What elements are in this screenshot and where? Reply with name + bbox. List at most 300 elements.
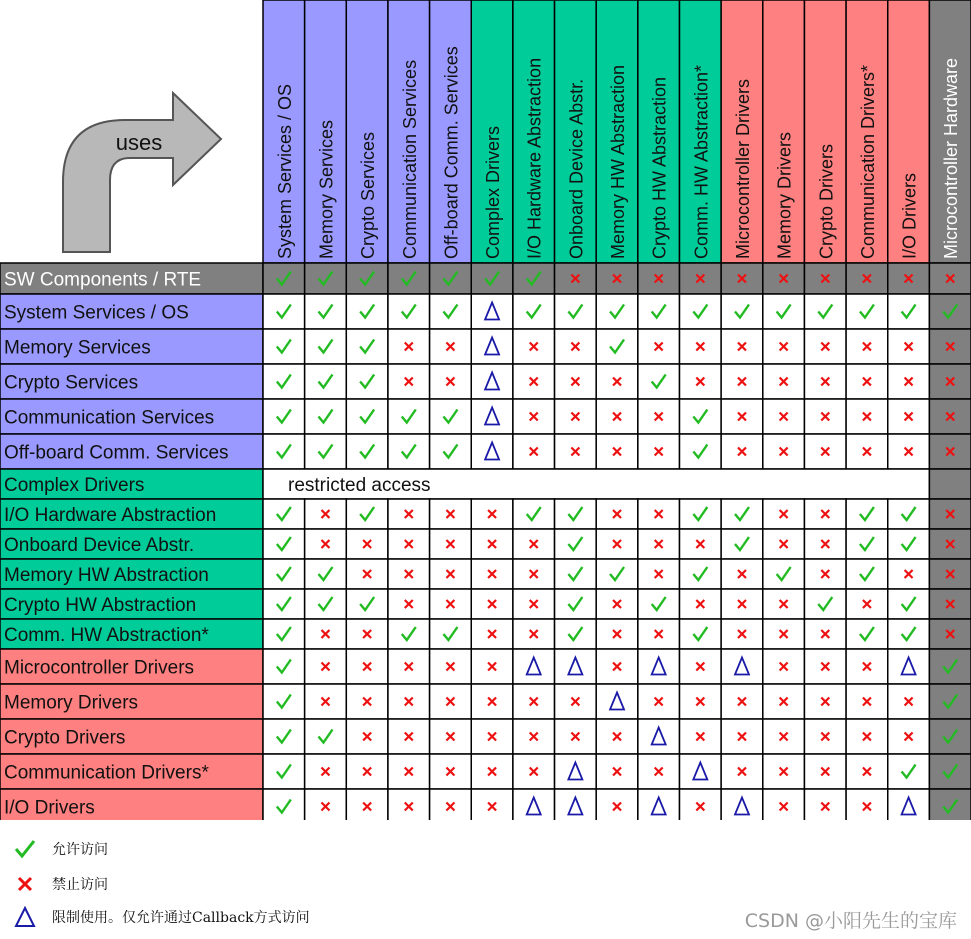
- matrix-cell: [513, 499, 555, 529]
- matrix-cell: [721, 649, 763, 684]
- matrix-cell: [513, 364, 555, 399]
- matrix-cell: [263, 399, 305, 434]
- matrix-cell: [471, 329, 513, 364]
- matrix-cell: [346, 559, 388, 589]
- row-header: [0, 294, 263, 329]
- matrix-cell: [888, 789, 930, 820]
- matrix-cell: [680, 649, 722, 684]
- matrix-cell: [763, 329, 805, 364]
- matrix-cell: [388, 589, 430, 619]
- matrix-cell-bg: [555, 529, 597, 559]
- matrix-cell: [804, 649, 846, 684]
- matrix-cell-bg: [305, 789, 347, 820]
- matrix-cell-bg: [263, 294, 305, 329]
- matrix-cell-bg: [263, 719, 305, 754]
- matrix-cell: [263, 719, 305, 754]
- matrix-cell-bg: [263, 529, 305, 559]
- matrix-cell: [430, 434, 472, 469]
- matrix-cell: [846, 434, 888, 469]
- matrix-cell: [555, 434, 597, 469]
- matrix-cell: [721, 529, 763, 559]
- restricted-row: [263, 469, 971, 499]
- matrix-cell-bg: [596, 329, 638, 364]
- matrix-cell: [430, 649, 472, 684]
- uses-arrow-icon: [63, 93, 221, 252]
- matrix-cell: [763, 719, 805, 754]
- matrix-cell: [430, 399, 472, 434]
- matrix-cell-bg: [555, 559, 597, 589]
- matrix-cell-bg: [388, 399, 430, 434]
- matrix-cell: [763, 499, 805, 529]
- matrix-cell: [846, 589, 888, 619]
- matrix-cell: [346, 364, 388, 399]
- matrix-cell-bg: [596, 684, 638, 719]
- matrix-cell: [305, 434, 347, 469]
- matrix-cell: [721, 364, 763, 399]
- matrix-cell: [305, 649, 347, 684]
- matrix-cell: [888, 499, 930, 529]
- matrix-cell: [346, 434, 388, 469]
- matrix-cell: [388, 559, 430, 589]
- matrix-cell-bg: [888, 589, 930, 619]
- matrix-cell: [721, 294, 763, 329]
- matrix-cell: [388, 294, 430, 329]
- matrix-cell-bg: [804, 789, 846, 820]
- matrix-cell: [346, 684, 388, 719]
- matrix-cell: [346, 754, 388, 789]
- matrix-cell: [929, 559, 971, 589]
- matrix-cell: [388, 499, 430, 529]
- matrix-cell: [721, 559, 763, 589]
- matrix-cell: [263, 754, 305, 789]
- column-header: [388, 0, 430, 263]
- matrix-cell-bg: [430, 789, 472, 820]
- matrix-cell: [680, 789, 722, 820]
- matrix-cell: [471, 619, 513, 649]
- row-header: [0, 499, 263, 529]
- matrix-cell: [471, 434, 513, 469]
- matrix-cell: [263, 499, 305, 529]
- matrix-cell: [513, 529, 555, 559]
- matrix-cell: [888, 434, 930, 469]
- matrix-cell-bg: [471, 329, 513, 364]
- row-header: [0, 329, 263, 364]
- matrix-cell-bg: [680, 294, 722, 329]
- matrix-cell: [680, 754, 722, 789]
- matrix-cell: [471, 649, 513, 684]
- matrix-cell-bg: [305, 294, 347, 329]
- legend-restricted-label: 限制使用。仅允许通过Callback方式访问: [52, 910, 310, 926]
- matrix-cell: [555, 649, 597, 684]
- matrix-cell: [929, 719, 971, 754]
- matrix-cell: [721, 589, 763, 619]
- matrix-cell: [388, 329, 430, 364]
- matrix-cell: [346, 263, 388, 294]
- matrix-cell: [263, 619, 305, 649]
- matrix-cell: [638, 499, 680, 529]
- matrix-cell: [804, 499, 846, 529]
- matrix-cell-bg: [888, 649, 930, 684]
- column-header: [513, 0, 555, 263]
- matrix-cell: [388, 399, 430, 434]
- matrix-cell: [721, 789, 763, 820]
- matrix-cell: [263, 434, 305, 469]
- matrix-cell-bg: [263, 754, 305, 789]
- matrix-cell: [846, 619, 888, 649]
- matrix-cell: [929, 619, 971, 649]
- matrix-cell: [721, 499, 763, 529]
- matrix-cell: [388, 719, 430, 754]
- matrix-cell: [596, 619, 638, 649]
- matrix-cell-bg: [346, 399, 388, 434]
- matrix-cell: [471, 294, 513, 329]
- matrix-cell: [555, 619, 597, 649]
- matrix-cell-bg: [888, 529, 930, 559]
- column-header-label: Memory Services: [316, 119, 337, 259]
- matrix-cell: [804, 559, 846, 589]
- matrix-cell: [346, 399, 388, 434]
- matrix-cell: [513, 434, 555, 469]
- matrix-cell-bg: [305, 329, 347, 364]
- matrix-cell: [680, 529, 722, 559]
- matrix-cell-bg: [638, 589, 680, 619]
- row-header: [0, 719, 263, 754]
- matrix-cell-bg: [305, 434, 347, 469]
- matrix-cell: [763, 434, 805, 469]
- matrix-cell: [430, 719, 472, 754]
- matrix-cell: [804, 684, 846, 719]
- matrix-cell: [638, 754, 680, 789]
- matrix-cell-bg: [721, 294, 763, 329]
- legend-allowed-label: 允许访问: [52, 842, 108, 858]
- matrix-cell: [430, 789, 472, 820]
- row-header-label: Memory Services: [4, 337, 151, 359]
- matrix-cell: [471, 529, 513, 559]
- matrix-cell: [846, 719, 888, 754]
- matrix-cell: [263, 364, 305, 399]
- matrix-cell: [638, 789, 680, 820]
- matrix-cell: [555, 529, 597, 559]
- matrix-cell: [346, 649, 388, 684]
- row-header-label: I/O Drivers: [4, 797, 95, 819]
- matrix-cell: [388, 434, 430, 469]
- matrix-cell: [596, 789, 638, 820]
- matrix-cell: [305, 329, 347, 364]
- matrix-cell: [263, 589, 305, 619]
- matrix-cell: [513, 719, 555, 754]
- matrix-cell-layer: [263, 263, 971, 820]
- row-header-label: Communication Services: [4, 407, 215, 429]
- matrix-cell-bg: [388, 789, 430, 820]
- matrix-cell: [721, 719, 763, 754]
- row-header: [0, 434, 263, 469]
- matrix-cell-bg: [263, 619, 305, 649]
- matrix-cell: [346, 619, 388, 649]
- matrix-cell-bg: [929, 684, 971, 719]
- matrix-cell-bg: [513, 294, 555, 329]
- row-header-label: Crypto HW Abstraction: [4, 595, 197, 616]
- matrix-cell-bg: [471, 399, 513, 434]
- column-header: [305, 0, 347, 263]
- column-header: [346, 0, 388, 263]
- matrix-cell-bg: [929, 649, 971, 684]
- matrix-cell: [430, 529, 472, 559]
- matrix-cell: [471, 789, 513, 820]
- matrix-cell: [680, 294, 722, 329]
- row-header-label: Microcontroller Drivers: [4, 657, 195, 679]
- matrix-cell-bg: [555, 649, 597, 684]
- matrix-cell-bg: [471, 364, 513, 399]
- matrix-cell-bg: [305, 559, 347, 589]
- matrix-cell: [513, 399, 555, 434]
- column-header: [846, 0, 888, 263]
- column-header-label: Memory Drivers: [774, 131, 795, 259]
- matrix-cell: [929, 499, 971, 529]
- matrix-cell: [721, 263, 763, 294]
- matrix-cell: [888, 559, 930, 589]
- cross-icon: [10, 870, 40, 898]
- matrix-cell: [888, 589, 930, 619]
- matrix-cell-bg: [846, 529, 888, 559]
- matrix-cell: [471, 589, 513, 619]
- matrix-cell: [346, 789, 388, 820]
- matrix-cell: [430, 499, 472, 529]
- matrix-cell-bg: [555, 589, 597, 619]
- row-header: [0, 529, 263, 559]
- matrix-cell-bg: [430, 619, 472, 649]
- column-header: [888, 0, 930, 263]
- matrix-cell: [804, 329, 846, 364]
- matrix-cell: [555, 719, 597, 754]
- matrix-cell-bg: [680, 754, 722, 789]
- legend-forbidden-label: 禁止访问: [52, 877, 108, 893]
- matrix-cell: [929, 589, 971, 619]
- column-header-label: Onboard Device Abstr.: [566, 78, 587, 259]
- matrix-cell: [555, 329, 597, 364]
- hardware-cell: [929, 469, 971, 499]
- matrix-cell: [888, 329, 930, 364]
- matrix-cell: [804, 263, 846, 294]
- matrix-cell: [346, 719, 388, 754]
- column-header-label: Microcontroller Drivers: [732, 78, 753, 259]
- row-header-label: SW Components / RTE: [4, 269, 202, 291]
- matrix-cell-bg: [846, 559, 888, 589]
- matrix-cell-bg: [430, 263, 472, 294]
- matrix-cell-bg: [846, 294, 888, 329]
- matrix-cell-bg: [929, 754, 971, 789]
- column-header: [471, 0, 513, 263]
- matrix-cell-bg: [638, 719, 680, 754]
- row-header-label: Off-board Comm. Services: [4, 442, 229, 464]
- matrix-cell: [846, 399, 888, 434]
- matrix-cell: [305, 559, 347, 589]
- row-header-label: Comm. HW Abstraction*: [4, 625, 209, 646]
- matrix-cell: [846, 329, 888, 364]
- matrix-cell: [263, 329, 305, 364]
- matrix-cell-bg: [680, 559, 722, 589]
- check-icon: [10, 835, 40, 863]
- legend-allowed: [10, 835, 108, 863]
- matrix-cell: [263, 559, 305, 589]
- column-header: [430, 0, 472, 263]
- matrix-cell: [846, 263, 888, 294]
- matrix-cell: [638, 294, 680, 329]
- matrix-cell-bg: [346, 434, 388, 469]
- matrix-cell: [804, 789, 846, 820]
- matrix-cell: [555, 754, 597, 789]
- matrix-cell-bg: [888, 294, 930, 329]
- matrix-cell: [346, 294, 388, 329]
- matrix-cell: [513, 754, 555, 789]
- column-header: [680, 0, 722, 263]
- row-header: [0, 399, 263, 434]
- matrix-cell: [471, 263, 513, 294]
- matrix-cell: [680, 559, 722, 589]
- matrix-cell: [721, 434, 763, 469]
- matrix-cell-bg: [929, 789, 971, 820]
- row-header: [0, 364, 263, 399]
- matrix-cell: [471, 719, 513, 754]
- matrix-cell: [513, 684, 555, 719]
- matrix-cell: [596, 263, 638, 294]
- matrix-cell-bg: [346, 294, 388, 329]
- watermark: CSDN @小阳先生的宝库: [744, 910, 957, 932]
- column-header-layer: [263, 0, 971, 263]
- matrix-cell: [555, 589, 597, 619]
- matrix-cell: [305, 294, 347, 329]
- column-header-label: Crypto Services: [358, 131, 379, 259]
- matrix-cell: [305, 619, 347, 649]
- matrix-cell: [305, 263, 347, 294]
- matrix-cell: [305, 589, 347, 619]
- uses-label: uses: [115, 130, 163, 155]
- matrix-cell: [763, 589, 805, 619]
- matrix-cell: [888, 294, 930, 329]
- column-header: [555, 0, 597, 263]
- matrix-cell: [346, 529, 388, 559]
- matrix-cell-bg: [721, 649, 763, 684]
- matrix-cell: [596, 294, 638, 329]
- matrix-cell: [471, 754, 513, 789]
- matrix-cell: [346, 329, 388, 364]
- matrix-cell: [846, 684, 888, 719]
- matrix-cell-bg: [846, 499, 888, 529]
- matrix-cell-bg: [596, 789, 638, 820]
- column-header-label: Memory HW Abstraction: [608, 64, 629, 259]
- matrix-cell: [804, 719, 846, 754]
- matrix-cell: [638, 529, 680, 559]
- matrix-cell: [555, 364, 597, 399]
- matrix-cell-bg: [263, 329, 305, 364]
- matrix-cell: [430, 329, 472, 364]
- matrix-cell-bg: [513, 499, 555, 529]
- row-header: [0, 684, 263, 719]
- matrix-cell-bg: [888, 499, 930, 529]
- matrix-cell: [513, 619, 555, 649]
- column-header-label: Communication Drivers*: [857, 64, 878, 259]
- matrix-cell: [721, 619, 763, 649]
- matrix-cell: [430, 684, 472, 719]
- matrix-cell: [430, 559, 472, 589]
- matrix-cell: [888, 364, 930, 399]
- matrix-cell: [763, 294, 805, 329]
- matrix-cell-bg: [471, 434, 513, 469]
- matrix-cell: [638, 684, 680, 719]
- matrix-cell-bg: [763, 294, 805, 329]
- matrix-cell-bg: [346, 364, 388, 399]
- matrix-cell: [763, 619, 805, 649]
- matrix-cell: [929, 649, 971, 684]
- row-header: [0, 559, 263, 589]
- row-header-label: Memory Drivers: [4, 692, 139, 714]
- matrix-cell: [555, 559, 597, 589]
- column-header-label: Communication Services: [399, 59, 420, 259]
- legend-restricted: [10, 903, 310, 931]
- row-label-layer: [0, 263, 263, 820]
- matrix-cell: [555, 789, 597, 820]
- matrix-cell: [471, 364, 513, 399]
- matrix-cell: [555, 684, 597, 719]
- row-header-label: Crypto Drivers: [4, 727, 126, 749]
- matrix-cell: [888, 529, 930, 559]
- matrix-cell-bg: [388, 619, 430, 649]
- column-header-label: Off-board Comm. Services: [441, 46, 462, 259]
- matrix-cell: [555, 399, 597, 434]
- matrix-cell-bg: [430, 399, 472, 434]
- row-header: [0, 589, 263, 619]
- matrix-cell: [388, 529, 430, 559]
- matrix-cell-bg: [680, 399, 722, 434]
- column-header: [721, 0, 763, 263]
- column-header: [763, 0, 805, 263]
- column-header-label: Crypto Drivers: [816, 143, 837, 259]
- matrix-cell: [305, 754, 347, 789]
- matrix-cell: [804, 434, 846, 469]
- row-header-label: Complex Drivers: [4, 475, 145, 496]
- matrix-cell: [305, 789, 347, 820]
- matrix-cell-bg: [263, 684, 305, 719]
- matrix-cell-bg: [804, 589, 846, 619]
- matrix-cell: [263, 684, 305, 719]
- matrix-cell-bg: [305, 364, 347, 399]
- matrix-cell-bg: [263, 559, 305, 589]
- matrix-cell-bg: [430, 294, 472, 329]
- matrix-cell: [430, 294, 472, 329]
- matrix-cell: [888, 754, 930, 789]
- matrix-cell: [596, 649, 638, 684]
- matrix-cell-bg: [346, 589, 388, 619]
- matrix-cell: [596, 499, 638, 529]
- column-header-label: Comm. HW Abstraction*: [691, 64, 712, 259]
- matrix-cell: [596, 364, 638, 399]
- matrix-cell-bg: [680, 789, 722, 820]
- matrix-cell: [471, 399, 513, 434]
- restricted-access-label: restricted access: [288, 475, 431, 496]
- column-header-label: I/O Drivers: [899, 172, 920, 259]
- matrix-cell: [804, 294, 846, 329]
- matrix-cell: [888, 619, 930, 649]
- matrix-cell: [680, 719, 722, 754]
- matrix-cell: [555, 499, 597, 529]
- matrix-cell-bg: [888, 754, 930, 789]
- matrix-cell-bg: [305, 719, 347, 754]
- matrix-cell: [638, 619, 680, 649]
- matrix-cell: [638, 263, 680, 294]
- matrix-cell-bg: [513, 263, 555, 294]
- matrix-cell-bg: [388, 434, 430, 469]
- matrix-cell: [846, 649, 888, 684]
- matrix-cell-bg: [929, 294, 971, 329]
